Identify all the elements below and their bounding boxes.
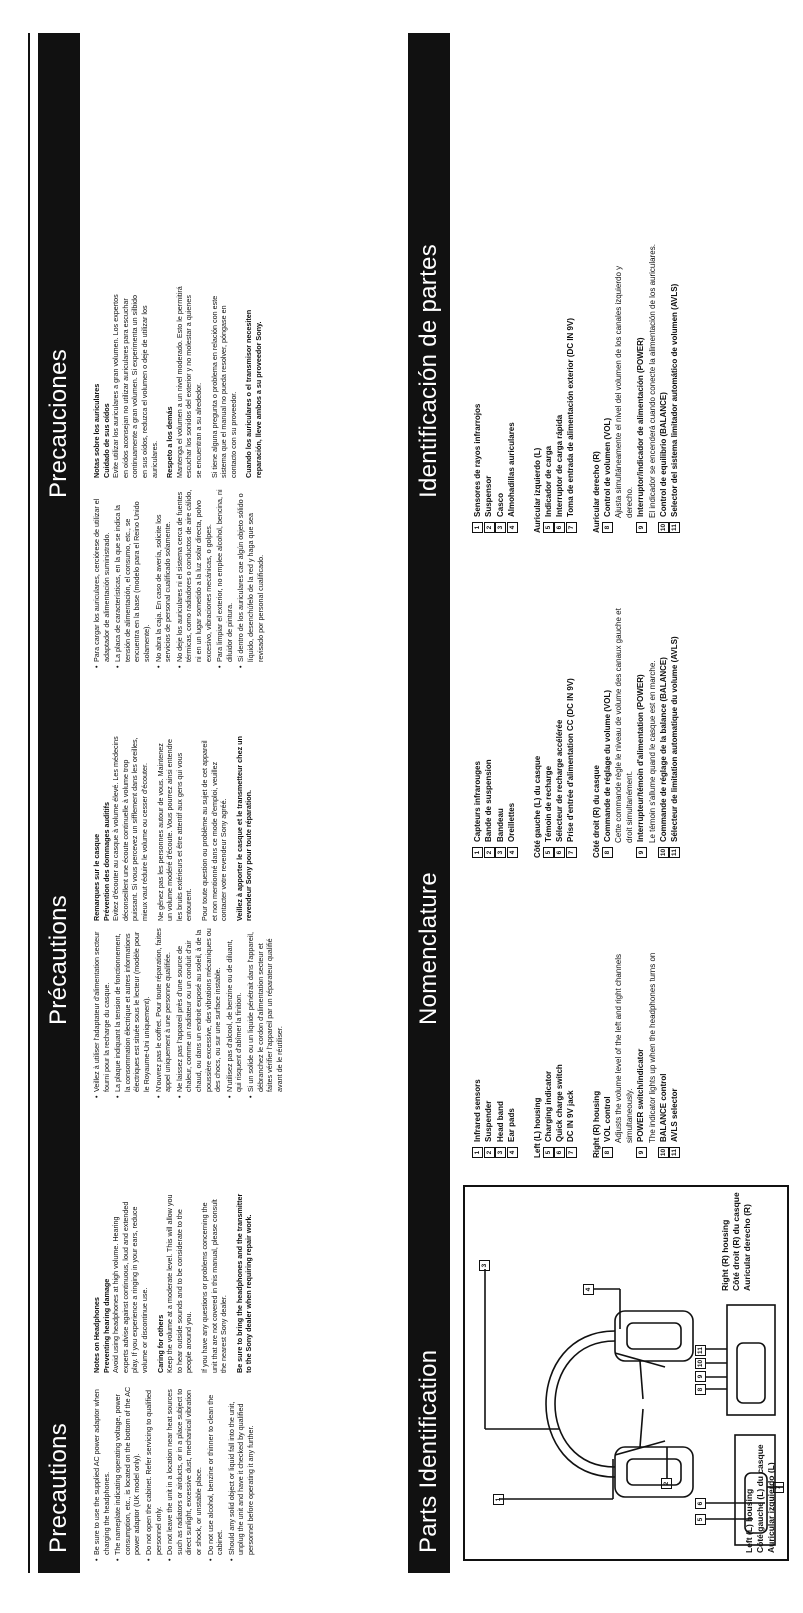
- item-description: Ajusta simultáneamente el nivel del volumen de los canales izquierdo y derecho.: [614, 265, 635, 518]
- parts-band: [408, 33, 450, 1573]
- notes-title: Notas sobre los auriculares: [92, 383, 101, 478]
- item-description: El indicador se encenderá cuando conecte la alimentación de los auriculares.: [647, 244, 657, 518]
- heading-precautions-en: Precautions: [45, 1422, 72, 1553]
- list-item: 5Charging indicator: [543, 943, 554, 1158]
- list-item: 8Control de volumen (VOL): [602, 243, 613, 533]
- bullet: • Do not use alcohol, benzine or thinner to clean the cabinet.: [206, 1383, 225, 1561]
- callout-4: 4: [583, 1284, 594, 1295]
- bullet: • N'utilisez pas d'alcool, de benzine ou de diluant, qui risquent d'abîmer la finition.: [225, 928, 244, 1098]
- bullet: • Do not leave the unit in a location near heat sources such as radiators or airducts, or in a place subject to direct sunlight, excessive dust, mechanical vibration or shock, or unstable place.: [165, 1383, 203, 1561]
- precautions-es-bullets: [92, 488, 267, 668]
- list-item: 9POWER switch/indicator: [635, 943, 646, 1158]
- callout-8: 8: [695, 1384, 706, 1395]
- heading-parts-es: Identificación de partes: [415, 243, 442, 498]
- bullet: • The nameplate indicating operating voltage, power consumption, etc., is located on the bottom of the AC power adaptor (UK model only).: [113, 1383, 142, 1561]
- others-body: Mantenga el volumen a un nivel moderado. Esto le permitirá escuchar los sonidos del exterior y no molestar a quienes se encuentran a su alrededor.: [174, 286, 203, 478]
- bullet: • N'ouvrez pas le coffret. Pour toute réparation, faites appel uniquement à une personne qualifiée.: [154, 928, 173, 1098]
- list-item: 7Prise d'entrée d'alimentation CC (DC IN 9V): [565, 598, 576, 858]
- right-housing-en: Right (R) housing: [720, 1219, 730, 1291]
- bullet: • La placa de características, en la que se indica la tensión de alimentación, el consumo, etc., se encuentra en la base (modelo para el Reino Unido solamente).: [113, 488, 151, 668]
- nomenclature-en: [472, 943, 680, 1158]
- list-item: 7DC IN 9V jack: [565, 943, 576, 1158]
- bullet: • Para cargar los auriculares, cerciórese de utilizar el adaptador de alimentación suministrado.: [92, 488, 111, 668]
- list-item: 1Infrared sensors: [472, 943, 483, 1158]
- list-item: 5Témoin de recharge: [543, 598, 554, 858]
- list-item: 4Almohadillas auriculares: [506, 243, 517, 533]
- precautions-en-bullets: [92, 1383, 258, 1561]
- list-item: 3Casco: [495, 243, 506, 533]
- item-description: Cette commande règle le niveau de volume des canaux gauche et droit simultanément.: [614, 608, 635, 843]
- list-item: 10Commande de réglage de la balance (BALANCE): [658, 657, 668, 857]
- left-housing-title: Auricular izquierdo (L): [532, 447, 542, 533]
- notes-subtitle: Preventing hearing damage: [101, 1278, 111, 1373]
- left-housing-es: Auricular izquierdo (L): [766, 1462, 776, 1553]
- bullet: • Ne laissez pas l'appareil près d'une source de chaleur, comme un radiateur ou un conduit d'air chaud, ou dans un endroit exposé au soleil, à de la poussière excessive, des vibrations mécaniques ou des chocs, ou sur une surface instable.: [175, 928, 223, 1098]
- list-item: 11Selector del sistema limitador automático de volumen (AVLS): [669, 243, 680, 533]
- headphones-diagram: [463, 1185, 789, 1561]
- list-item: 9Interruptor/indicador de alimentación (POWER): [635, 243, 646, 533]
- bullet: • Should any solid object or liquid fall into the unit, unplug the unit and have it checked by qualified personnel before operating it any further.: [227, 1383, 256, 1561]
- list-item: 6Quick charge switch: [554, 943, 565, 1158]
- notes-body: Evitez d'écouter au casque à volume élevé. Les médecins déconseillent une écoute continuelle à volume trop puissant. Si vous percevez un sifflement dans les oreilles, mieux vaut réduire le volume ou cesser d'écouter.: [111, 736, 149, 921]
- heading-nomenclature: Nomenclature: [415, 871, 442, 1025]
- list-item: 7Toma de entrada de alimentación exterior (DC IN 9V): [565, 243, 576, 533]
- list-item: 2Suspensor: [483, 243, 494, 533]
- questions-text: Pour toute question ou problème au sujet de cet appareil et non mentionné dans ce mode d'emploi, veuillez contacter votre revendeur Sony agréé.: [199, 740, 229, 921]
- callout-10: 10: [697, 1359, 704, 1368]
- callout-11: 11: [695, 1345, 706, 1356]
- right-housing-label: [720, 1181, 753, 1291]
- callout-1: 1: [493, 1494, 504, 1505]
- notes-title: Remarques sur le casque: [92, 833, 101, 921]
- list-item: 4Ear pads: [506, 943, 517, 1158]
- heading-precautions-es: Precauciones: [45, 348, 72, 498]
- list-item: 11AVLS selector: [669, 943, 680, 1158]
- bullet: • Si un solide ou un liquide pénétrait dans l'appareil, débranchez le cordon d'alimentation secteur et faites vérifier l'appareil par un réparateur qualifié avant de le réutiliser.: [246, 928, 284, 1098]
- others-title: Respeto a los demás: [165, 406, 175, 478]
- right-housing-title: Auricular derecho (R): [591, 451, 601, 533]
- others-body: Ne gênez pas les personnes autour de vous. Maintenez un volume modéré d'écoute. Vous pourrez ainsi entendre les bruits extérieurs et être attentif aux gens qui vous entourent.: [155, 739, 194, 921]
- others-title: Caring for others: [155, 1314, 165, 1373]
- item-description: Adjusts the volume level of the left and right channels simultaneously.: [614, 954, 635, 1143]
- notes-subtitle: Prévention des dommages auditifs: [101, 801, 111, 921]
- callout-9: 9: [695, 1371, 706, 1382]
- list-item: 3Bandeau: [495, 598, 506, 858]
- left-housing-title: Côté gauche (L) du casque: [532, 755, 542, 858]
- callout-5: 5: [695, 1514, 706, 1525]
- bullet: • Veillez à utiliser l'adaptateur d'alimentation secteur fourni pour la recharge du casque.: [92, 928, 111, 1098]
- list-item: 2Suspender: [483, 943, 494, 1158]
- callout-7: 7: [773, 1482, 784, 1493]
- left-housing-title: Left (L) housing: [532, 1097, 542, 1158]
- list-item: 6Interruptor de carga rápida: [554, 243, 565, 533]
- list-item: 10BALANCE control: [658, 1073, 668, 1157]
- notes-body: Avoid using headphones at high volume. Hearing experts advise against continuous, loud and extended play. If you experience a ringing in your ears, reduce volume or discontinue use.: [111, 1201, 149, 1373]
- right-housing-title: Right (R) housing: [591, 1090, 601, 1158]
- bullet: • Be sure to use the supplied AC power adaptor when charging the headphones.: [92, 1383, 111, 1561]
- item-description: The indicator lights up when the headphones turns on: [647, 952, 657, 1143]
- list-item: 11Sélecteur de limitation automatique du volume (AVLS): [669, 598, 680, 858]
- list-item: 5Indicador de carga: [543, 243, 554, 533]
- list-item: 3Head band: [495, 943, 506, 1158]
- repair-text: Veillez à apporter le casque et le transmetteur chez un revendeur Sony pour toute réparation.: [234, 736, 254, 921]
- list-item: 8VOL control: [602, 943, 613, 1158]
- precautions-fr-bullets: [92, 928, 286, 1098]
- right-housing-es: Auricular derecho (R): [742, 1204, 752, 1291]
- list-item: 9Interrupteur/témoin d'alimentation (POWER): [635, 598, 646, 858]
- nomenclature-es: [472, 243, 680, 533]
- callout-6: 6: [695, 1498, 706, 1509]
- list-item: 2Bande de suspension: [483, 598, 494, 858]
- list-item: 6Sélecteur de recharge accélérée: [554, 598, 565, 858]
- heading-parts-en: Parts Identification: [415, 1349, 442, 1553]
- top-rule: [28, 33, 30, 1573]
- precautions-fr-notes: [92, 736, 260, 921]
- questions-text: Si tiene alguna pregunta o problema en relación con este sistema que el manual no pueda resolver, póngase en contacto con su proveedor.: [209, 295, 238, 478]
- bullet: • Para limpiar el exterior, no emplee alcohol, bencina, ni diluidor de pintura.: [215, 488, 234, 668]
- list-item: 1Sensores de rayos infrarrojos: [472, 243, 483, 533]
- bullet: • Do not open the cabinet. Refer servicing to qualified personnel only.: [144, 1383, 163, 1561]
- precautions-es-notes: [92, 286, 270, 478]
- bullet: • Si dentro de los auriculares cae algún objeto sólido o líquido, desenchúfelo de la red y haga que sea revisado por personal cualificado.: [236, 488, 265, 668]
- precautions-en-notes: [92, 1191, 260, 1373]
- list-item: 10Control de equilibrio (BALANCE): [658, 392, 668, 532]
- notes-subtitle: Cuidado de sus oídos: [101, 403, 111, 478]
- left-housing-fr: Côté gauche (L) du casque: [755, 1444, 765, 1553]
- left-housing-label: [744, 1403, 777, 1553]
- list-item: 1Capteurs infrarouges: [472, 598, 483, 858]
- bullet: • La plaque indiquant la tension de fonctionnement, la consommation électrique et autres informations électriques est située sous le lecteur (modèle pour le Royaume-Uni uniquement).: [113, 928, 151, 1098]
- others-body: Keep the volume at a moderate level. This will allow you to hear outside sounds and to be considerate to the people around you.: [165, 1194, 194, 1373]
- nomenclature-fr: [472, 598, 680, 858]
- precautions-band: [38, 33, 80, 1573]
- bullet: • No abra la caja. En caso de avería, solicite los servicios de personal cualificado solamente.: [154, 488, 173, 668]
- list-item: 8Commande de réglage du volume (VOL): [602, 598, 613, 858]
- notes-body: Evite utilizar los auriculares a gran volumen. Los expertos en oídos aconsejan no utilizar auriculares para escuchar continuamente a gran volumen. Si experimenta un silbido en sus oídos, reduzca el volumen o deje de utilizar los auriculares.: [111, 294, 159, 478]
- repair-text: Be sure to bring the headphones and the transmitter to the Sony dealer when requiring repair work.: [234, 1193, 254, 1373]
- left-housing-en: Left (L) housing: [744, 1488, 754, 1553]
- callout-2: 2: [661, 1478, 672, 1489]
- list-item: 4Oreillettes: [506, 598, 517, 858]
- right-housing-title: Côté droit (R) du casque: [591, 765, 601, 858]
- repair-text: Cuando los auriculares o el transmisor necesiten reparación, lleve ambos a su proveedor Sony.: [244, 309, 263, 478]
- bullet: • No deje los auriculares ni el sistema cerca de fuentes térmicas, como radiadores o conductos de aire cálido, ni en un lugar sometido a la luz solar directa, polvo excesivo, vibraciones mecánicas, o golpes.: [175, 488, 213, 668]
- item-description: Le témoin s'allume quand le casque est en marche.: [647, 660, 657, 843]
- heading-precautions-fr: Précautions: [45, 894, 72, 1025]
- callout-3: 3: [479, 1260, 490, 1271]
- questions-text: If you have any questions or problems concerning the unit that are not covered in this manual, please consult the nearest Sony dealer.: [199, 1199, 229, 1373]
- notes-title: Notes on Headphones: [92, 1297, 101, 1373]
- right-housing-fr: Côté droit (R) du casque: [731, 1192, 741, 1291]
